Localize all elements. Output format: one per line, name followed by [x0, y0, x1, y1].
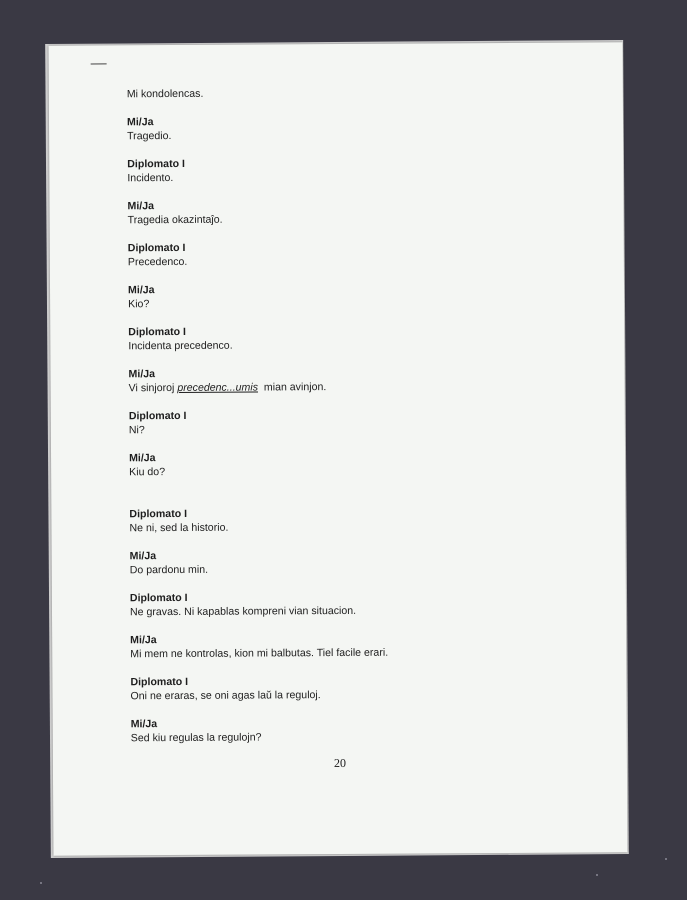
dialogue-block: [131, 714, 601, 745]
dialogue-block: [130, 630, 600, 661]
dialogue-line: Incidento.: [127, 172, 174, 185]
dialogue-line: Do pardonu min.: [129, 563, 209, 577]
dialogue-line: Incidenta precedenco.: [128, 339, 233, 353]
script-text: [127, 84, 601, 759]
dialogue-line: Ne ni, sed la historio.: [129, 521, 229, 535]
speaker-name: Diplomato I: [128, 325, 187, 339]
dialogue-line: Sed kiu regulas la regulojn?: [130, 731, 262, 745]
dust-speck: [596, 874, 598, 876]
dialogue-line: Kio?: [128, 298, 150, 311]
speaker-name: Mi/Ja: [130, 718, 158, 731]
dialogue-block: [129, 406, 599, 437]
speaker-name: Mi/Ja: [130, 634, 157, 647]
dialogue-block: [127, 112, 597, 143]
page-number: 20: [333, 755, 346, 771]
speaker-name: Diplomato I: [129, 591, 188, 605]
dialogue-line: Tragedio.: [127, 130, 172, 143]
speaker-name: Diplomato I: [127, 241, 186, 255]
speaker-name: Mi/Ja: [127, 284, 155, 297]
dialogue-line: Mi mem ne kontrolas, kion mi balbutas. Tiel facile erari.: [130, 646, 389, 661]
dialogue-block: [128, 322, 598, 353]
speaker-name: Mi/Ja: [128, 368, 156, 381]
dust-speck: [40, 882, 42, 884]
dialogue-block: [128, 364, 598, 395]
dialogue-block: [130, 672, 600, 703]
dialogue-line: [129, 378, 599, 395]
dialogue-block: [127, 196, 597, 227]
dialogue-line: Mi kondolencas.: [126, 87, 204, 101]
dialogue-block: [128, 238, 598, 269]
line-text: Vi sinjoroj: [128, 381, 178, 395]
speaker-name: Mi/Ja: [127, 200, 155, 213]
dialogue-block: [130, 588, 600, 619]
document-page: [49, 42, 628, 855]
dialogue-block: [127, 154, 597, 185]
speaker-name: Diplomato I: [130, 675, 189, 689]
opening-line-block: [127, 84, 597, 101]
dialogue-block: [129, 448, 599, 479]
dialogue-line: Ne gravas. Ni kapablas kompreni vian situacion.: [129, 604, 357, 619]
dialogue-line: Tragedia okazintaĵo.: [127, 213, 223, 227]
speaker-name: Diplomato I: [129, 507, 188, 521]
line-text: mian avinjon.: [257, 381, 327, 394]
speaker-name: Mi/Ja: [126, 116, 154, 129]
speaker-name: Mi/Ja: [129, 550, 157, 563]
hyperlink-word[interactable]: precedenc...umis: [177, 381, 259, 394]
dialogue-block: [129, 504, 599, 535]
pencil-mark: [91, 63, 107, 64]
dialogue-block: [130, 546, 600, 577]
dialogue-block: [128, 280, 598, 311]
dialogue-line: Precedenco.: [127, 255, 188, 269]
dust-speck: [665, 858, 667, 860]
speaker-name: Mi/Ja: [129, 452, 156, 465]
dialogue-line: Kiu do?: [129, 466, 166, 479]
speaker-name: Diplomato I: [128, 409, 187, 423]
dialogue-line: Ni?: [128, 424, 145, 437]
speaker-name: Diplomato I: [127, 157, 185, 171]
dialogue-line: Oni ne eraras, se oni agas laŭ la reguloj.: [130, 689, 321, 703]
